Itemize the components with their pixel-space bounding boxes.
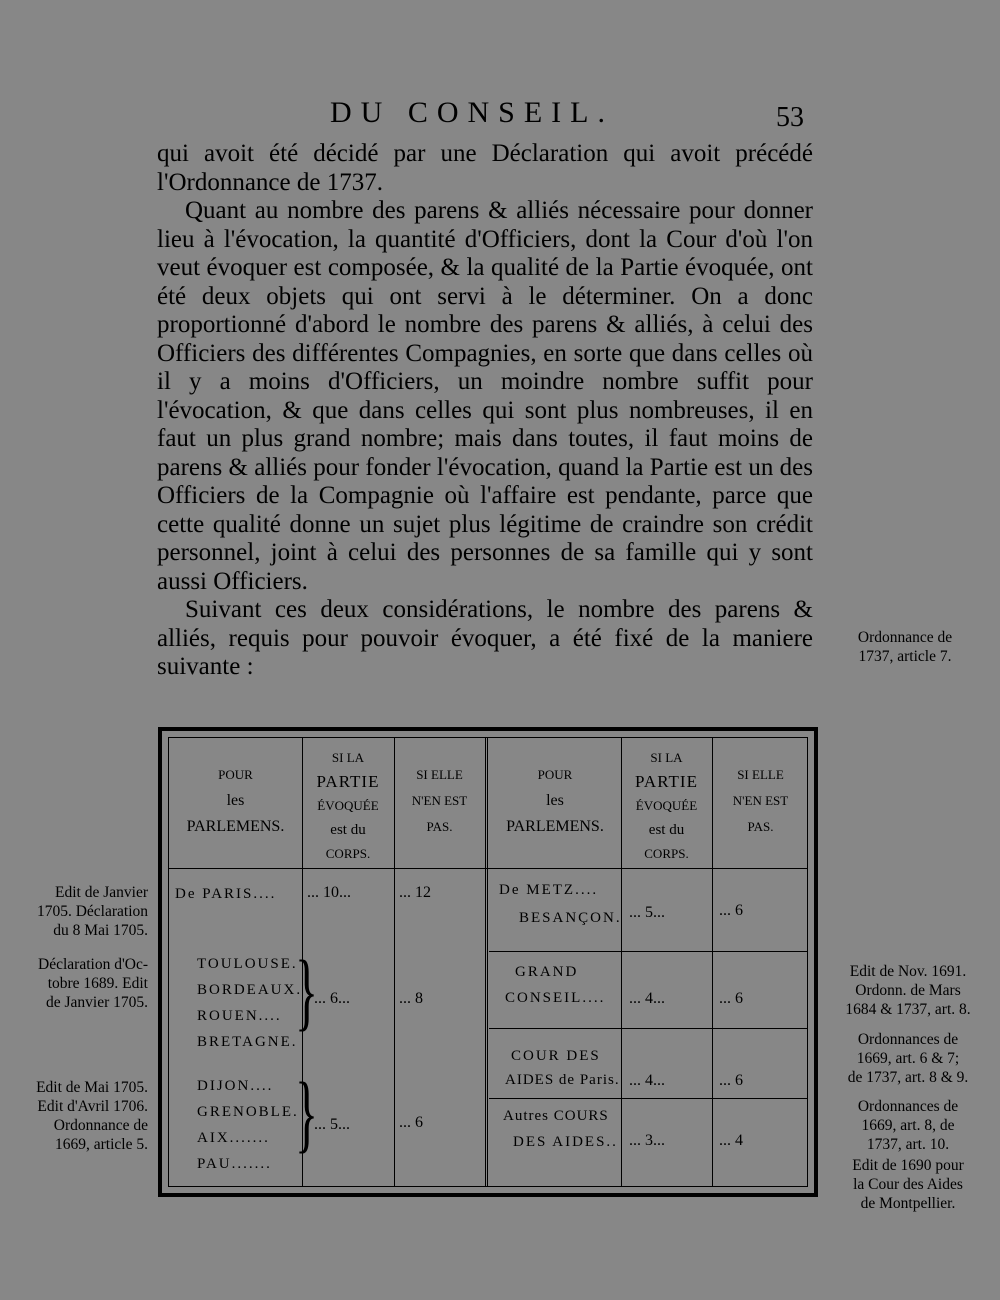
header-text: SI LA xyxy=(650,750,683,765)
header-text: POUR xyxy=(537,767,573,782)
row-autres-cours-name: Autres COURS xyxy=(503,1108,609,1124)
margin-note-line: de Montpellier. xyxy=(860,1195,956,1212)
margin-note-line: tobre 1689. Edit xyxy=(47,975,148,992)
row-cour-aides-name: COUR DES xyxy=(511,1048,601,1064)
header-partie-evoquee-right xyxy=(621,746,712,866)
brace-group2: } xyxy=(295,944,319,1040)
header-text: SI LA xyxy=(331,750,365,765)
brace-group3: } xyxy=(295,1066,319,1162)
row-metz-name: De METZ.... xyxy=(499,882,599,898)
header-rule xyxy=(169,868,807,869)
header-si-elle xyxy=(394,762,485,840)
row-paris-name: De PARIS.... xyxy=(175,886,277,902)
row-group2-name: BRETAGNE. xyxy=(197,1034,298,1050)
header-text: les xyxy=(546,792,564,809)
row-grand-conseil-name: CONSEIL.... xyxy=(505,990,606,1006)
row-group3-name: PAU....... xyxy=(197,1156,272,1172)
row-group3-non: ... 6 xyxy=(399,1114,423,1131)
paragraph-2: Quant au nombre des parens & alliés nécessaire pour donner lieu à l'évocation, la quantité d'Officiers, dont la Cour d'où l'on veut évoquer est composée, & la qualité de la Partie évoquée, ont été deux objets qui ont servi à le déterminer. On a donc proportionné d'abord le nombre des parens & alliés, à celui des Officiers des différentes Compagnies, en sorte que dans celles où il y a moins d'Officiers, un moindre nombre suffit pour l'évocation, & que dans celles qui sont plus nombreuses, il en faut un plus grand nombre; mais dans toutes, il faut moins de parens & alliés pour fonder l'évocation, quand la Partie est un des Officiers de la Compagnie où l'affaire est pendante, parce que cette qualité donne un sujet plus légitime de craindre son crédit personnel, joint à celui des personnes de sa famille qui y sont aussi Officiers. xyxy=(157,197,813,595)
margin-note-right-1 xyxy=(828,962,988,1019)
margin-note-line: Ordonn. de Mars xyxy=(855,982,961,999)
header-pour-parlemens-right xyxy=(489,762,621,840)
header-pour-parlemens xyxy=(169,762,302,840)
row-group2-name: TOULOUSE. xyxy=(197,956,298,972)
row-grand-conseil-name: GRAND xyxy=(515,964,579,980)
page-header xyxy=(0,96,1000,136)
header-text: est du xyxy=(648,822,685,838)
margin-note-left-3 xyxy=(6,1078,148,1154)
margin-note-line: la Cour des Aides xyxy=(853,1176,963,1193)
margin-note-line: 1705. Déclaration xyxy=(36,903,148,920)
header-text: est du xyxy=(330,822,366,838)
header-text: les xyxy=(226,792,245,809)
margin-note-line: du 8 Mai 1705. xyxy=(53,922,148,939)
header-si-elle-right xyxy=(712,762,809,840)
margin-note-line: de 1737, art. 8 & 9. xyxy=(847,1069,969,1086)
page-number: 53 xyxy=(776,102,804,133)
row-paris-corps: ... 10... xyxy=(307,884,351,901)
row-metz-non: ... 6 xyxy=(719,902,743,919)
table-inner-frame xyxy=(168,737,808,1187)
margin-note-left-1 xyxy=(6,883,148,940)
row-autres-cours-non: ... 4 xyxy=(719,1132,743,1149)
margin-note-line: Ordonnance de xyxy=(857,629,953,646)
margin-note-line: 1669, art. 8, de xyxy=(861,1117,955,1134)
row-group3-name: AIX....... xyxy=(197,1130,270,1146)
row-metz-corps: ... 5... xyxy=(629,904,665,921)
row-cour-aides-non: ... 6 xyxy=(719,1072,743,1089)
row-cour-aides-name: AIDES de Paris. xyxy=(505,1072,620,1088)
header-text: PARTIE xyxy=(635,772,698,791)
margin-note-line: 1737, article 7. xyxy=(858,648,952,665)
row-group2-corps: ... 6... xyxy=(314,990,350,1007)
row-metz-name: BESANÇON. xyxy=(519,910,622,926)
header-text: N'EN EST xyxy=(411,793,468,808)
header-text: N'EN EST xyxy=(732,793,789,808)
row-cour-aides-corps: ... 4... xyxy=(629,1072,665,1089)
margin-note-line: Edit d'Avril 1706. xyxy=(37,1098,148,1115)
margin-note-left-2 xyxy=(6,955,148,1012)
margin-note-line: 1669, article 5. xyxy=(55,1136,148,1153)
margin-note-line: 1737, art. 10. xyxy=(866,1136,950,1153)
evocation-table xyxy=(158,727,818,1197)
header-text: PARLEMENS. xyxy=(186,818,285,835)
margin-note-line: Edit de Nov. 1691. xyxy=(849,963,967,980)
margin-note-ordonnance xyxy=(830,628,980,666)
margin-note-line: Ordonnances de xyxy=(857,1098,959,1115)
margin-note-line: Edit de 1690 pour xyxy=(852,1157,964,1174)
header-text: ÉVOQUÉE xyxy=(635,798,698,813)
margin-note-line: Edit de Janvier xyxy=(55,884,148,901)
margin-note-line: Edit de Mai 1705. xyxy=(36,1079,148,1096)
body-text xyxy=(157,140,813,682)
paragraph-1: qui avoit été décidé par une Déclaration qui avoit précédé l'Ordonnance de 1737. xyxy=(157,140,813,196)
row-group2-non: ... 8 xyxy=(399,990,423,1007)
row-group2-name: ROUEN.... xyxy=(197,1008,282,1024)
header-text: POUR xyxy=(218,767,253,782)
header-text: PAS. xyxy=(747,819,774,834)
header-text: CORPS. xyxy=(644,846,689,861)
row-autres-cours-name: DES AIDES.. xyxy=(513,1134,618,1150)
margin-note-line: de Janvier 1705. xyxy=(45,994,148,1011)
row-group2-name: BORDEAUX. xyxy=(197,982,303,998)
header-text: SI ELLE xyxy=(416,767,463,782)
margin-note-line: Déclaration d'Oc- xyxy=(38,956,148,973)
row-rule xyxy=(489,1098,807,1099)
row-paris-non: ... 12 xyxy=(399,884,431,901)
row-group3-name: DIJON.... xyxy=(197,1078,274,1094)
header-text: SI ELLE xyxy=(737,767,784,782)
margin-note-line: Ordonnance de xyxy=(53,1117,148,1134)
row-autres-cours-corps: ... 3... xyxy=(629,1132,665,1149)
margin-note-right-2 xyxy=(828,1030,988,1087)
header-text: ÉVOQUÉE xyxy=(317,798,379,813)
page-title: DU CONSEIL. xyxy=(330,96,614,129)
paragraph-3: Suivant ces deux considérations, le nombre des parens & alliés, requis pour pouvoir évoquer, a été fixé de la maniere suivante : xyxy=(157,596,813,680)
header-partie-evoquee xyxy=(302,746,394,866)
margin-note-right-4 xyxy=(828,1156,988,1213)
row-group3-corps: ... 5... xyxy=(314,1116,350,1133)
row-rule xyxy=(489,1028,807,1029)
margin-note-line: 1669, art. 6 & 7; xyxy=(856,1050,960,1067)
margin-note-line: Ordonnances de xyxy=(857,1031,959,1048)
row-grand-conseil-non: ... 6 xyxy=(719,990,743,1007)
header-text: PAS. xyxy=(426,819,453,834)
header-text: PARTIE xyxy=(316,772,380,791)
row-group3-name: GRENOBLE. xyxy=(197,1104,299,1120)
margin-note-right-3 xyxy=(828,1097,988,1154)
row-grand-conseil-corps: ... 4... xyxy=(629,990,665,1007)
header-text: CORPS. xyxy=(325,846,371,861)
header-text: PARLEMENS. xyxy=(506,818,604,835)
center-divider xyxy=(485,738,488,1186)
margin-note-line: 1684 & 1737, art. 8. xyxy=(845,1001,971,1018)
row-rule xyxy=(489,951,807,952)
